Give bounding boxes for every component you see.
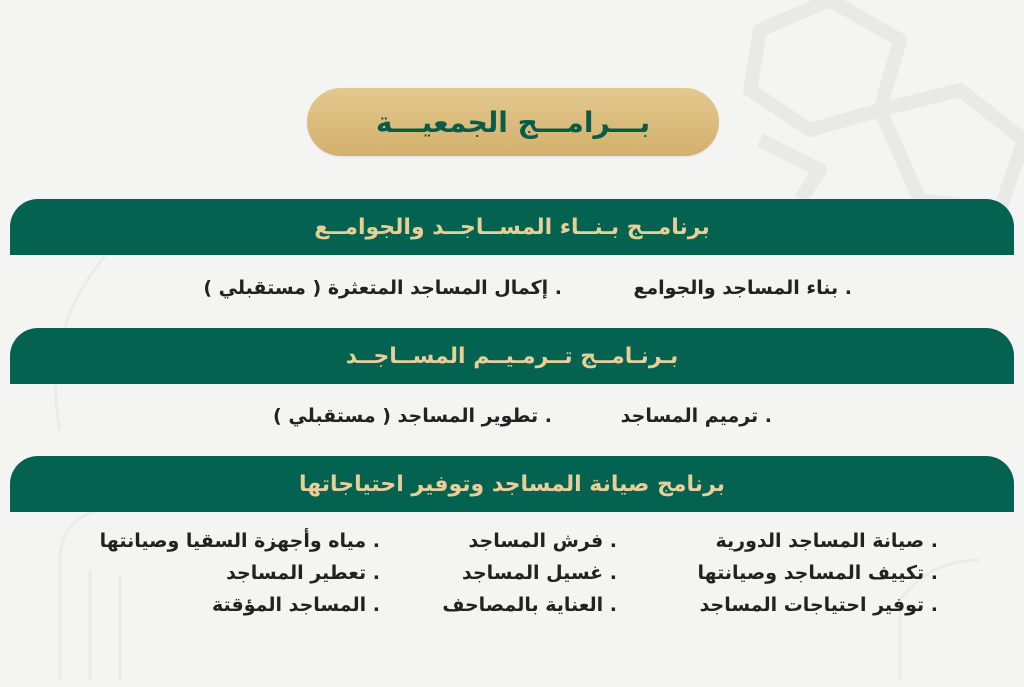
program-3-col-3-item-2: . تعطير المساجد	[226, 562, 380, 584]
title-pill	[307, 88, 719, 156]
program-3-col-2-item-2: . غسيل المساجد	[462, 562, 617, 584]
program-2-heading: بـرنـامــج تــرمـيــم المســاجــد	[345, 343, 679, 369]
program-3-header	[10, 456, 1014, 512]
program-2-item-1: . ترميم المساجد	[620, 405, 772, 427]
program-3-col-3-item-3: . المساجد المؤقتة	[212, 594, 380, 616]
program-1-header	[10, 199, 1014, 255]
program-3-col-2-item-3: . العناية بالمصاحف	[442, 594, 617, 616]
program-3-col-2-item-1: . فرش المساجد	[468, 530, 617, 552]
program-2-header	[10, 328, 1014, 384]
program-1-item-2: . إكمال المساجد المتعثرة ( مستقبلي )	[203, 277, 562, 299]
page-title: بـــرامـــج الجمعيـــة	[375, 105, 651, 139]
program-1-item-1: . بناء المساجد والجوامع	[633, 277, 852, 299]
program-3-col-1-item-2: . تكييف المساجد وصيانتها	[697, 562, 938, 584]
program-3-col-1-item-1: . صيانة المساجد الدورية	[715, 530, 938, 552]
program-3-col-1-item-3: . توفير احتياجات المساجد	[699, 594, 938, 616]
program-3-col-3-item-1: . مياه وأجهزة السقيا وصيانتها	[99, 530, 380, 552]
program-1-heading: برنامــج بـنــاء المســاجــد والجوامــع	[314, 214, 710, 240]
program-3-heading: برنامج صيانة المساجد وتوفير احتياجاتها	[298, 471, 726, 497]
program-2-item-2: . تطوير المساجد ( مستقبلي )	[273, 405, 552, 427]
